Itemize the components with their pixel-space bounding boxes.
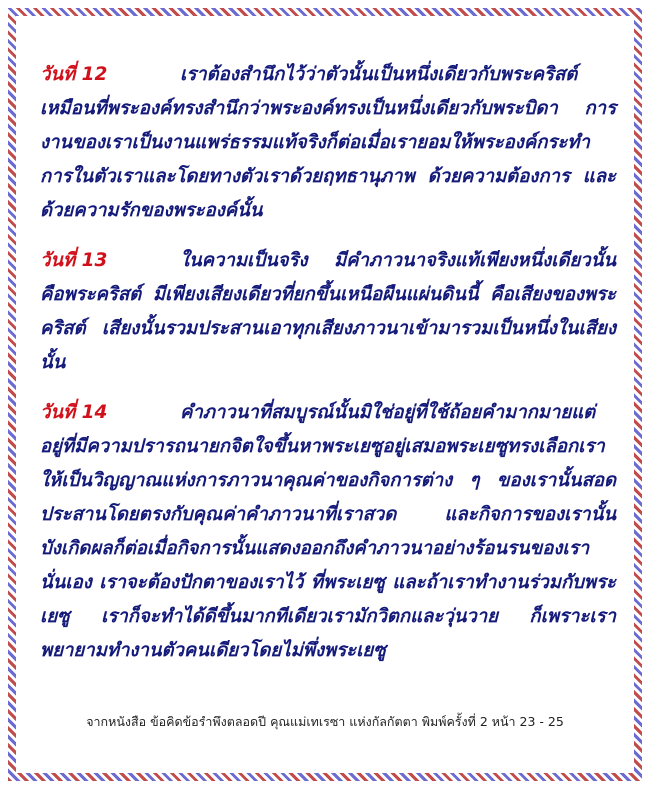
entry-text: เราต้องสำนึกไว้ว่าตัวนั้นเป็นหนึ่งเดียวกับพระคริสต์ เหมือนที่พระองค์ทรงสำนึกว่าพระองค์ทรงเป็นหนึ่งเดียวกับพระบิดา การงานของเราเป็นงานแพร่ธรรมแท้จริงก็ต่อเมื่อเรายอมให้พระองค์กระทำการในตัวเราและโดยทางตัวเราด้วยฤทธานุภาพ ด้วยความต้องการ และด้วยความรักของพระองค์นั้น [40,64,616,221]
entry-text: คำภาวนาที่สมบูรณ์นั้นมิใช่อยู่ที่ใช้ถ้อยคำมากมายแต่อยู่ที่มีความปรารถนายกจิตใจขึ้นหาพระเยซูอยู่เสมอพระเยซูทรงเลือกเราให้เป็นวิญญาณแห่งการภาวนาคุณค่าของกิจการต่าง ๆ ของเรานั้นสอดประสานโดยตรงกับคุณค่าคำภาวนาที่เราสวด และกิจการของเรานั้นบังเกิดผลก็ต่อเมื่อกิจการนั้นแสดงออกถึงคำภาวนาอย่างร้อนรนของเรานั่นเอง เราจะต้องปักตาของเราไว้ ที่พระเยซู และถ้าเราทำงานร่วมกับพระเยซู เราก็จะทำได้ดีขึ้นมากทีเดียวเรามักวิตกและวุ่นวาย ก็เพราะเราพยายามทำงานตัวคนเดียวโดยไม่พึ่งพระเยซู [40,402,616,661]
content-area [40,58,616,684]
entry-day-14 [40,396,616,668]
entry-date: วันที่ 12 [40,64,108,85]
entry-day-12 [40,58,616,228]
entry-day-13 [40,244,616,380]
entry-date: วันที่ 14 [40,402,108,423]
source-citation: จากหนังสือ ข้อคิดข้อรำพึงตลอดปี คุณแม่เทเรซา แห่งกัลกัตตา พิมพ์ครั้งที่ 2 หน้า 23 - 25 [86,714,564,729]
entry-text: ในความเป็นจริง มีคำภาวนาจริงแท้เพียงหนึ่งเดียวนั้นคือพระคริสต์ มีเพียงเสียงเดียวที่ยกขึ้นเหนือผืนแผ่นดินนี้ คือเสียงของพระคริสต์ เสียงนั้นรวมประสานเอาทุกเสียงภาวนาเข้ามารวมเป็นหนึ่งในเสียงนั้น [40,250,616,373]
entry-date: วันที่ 13 [40,250,108,271]
